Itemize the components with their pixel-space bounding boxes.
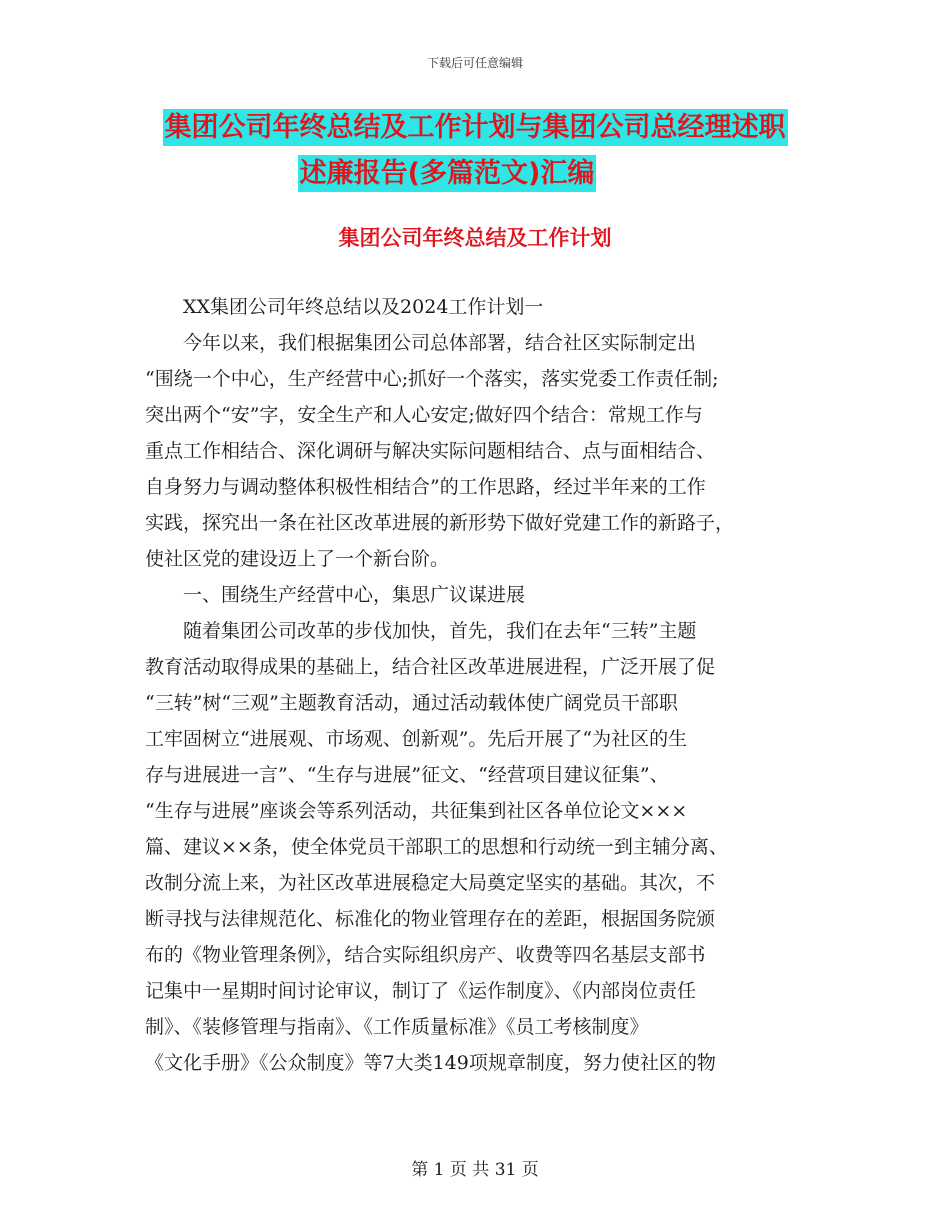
paragraph-line: 今年以来，我们根据集团公司总体部署，结合社区实际制定出 — [183, 332, 697, 354]
document-title-text-2: 述廉报告(多篇范文)汇编 — [298, 155, 597, 192]
paragraph-line: 制》、《装修管理与指南》、《工作质量标准》《员工考核制度》 — [145, 1016, 649, 1038]
paragraph-line: 记集中一星期时间讨论审议，制订了《运作制度》、《内部岗位责任 — [145, 980, 697, 1002]
paragraph-line: 随着集团公司改革的步伐加快，首先，我们在去年“三转”主题 — [183, 620, 697, 642]
document-title-line-1 — [0, 110, 950, 146]
paragraph-line: 工牢固树立“进展观、市场观、创新观”。先后开展了“为社区的生 — [145, 728, 688, 750]
paragraph-line: 《文化手册》《公众制度》等7大类149项规章制度，努力使社区的物 — [145, 1052, 716, 1074]
document-title-line-2 — [0, 156, 922, 192]
paragraph-line: 重点工作相结合、深化调研与解决实际问题相结合、点与面相结合、 — [145, 440, 716, 462]
paragraph-line: 实践，探究出一条在社区改革进展的新形势下做好党建工作的新路子， — [145, 512, 735, 534]
paragraph-line: 篇、建议××条，使全体党员干部职工的思想和行动统一到主辅分离、 — [145, 836, 728, 858]
header-note: 下载后可任意编辑 — [426, 56, 523, 70]
page-footer: 第 1 页 共 31 页 — [411, 1160, 539, 1180]
paragraph-line: 断寻找与法律规范化、标准化的物业管理存在的差距，根据国务院颁 — [145, 908, 716, 930]
paragraph-line: “三转”树“三观”主题教育活动，通过活动载体使广阔党员干部职 — [145, 692, 678, 714]
paragraph-line: 教育活动取得成果的基础上，结合社区改革进展进程，广泛开展了促 — [145, 656, 716, 678]
document-title-text-1: 集团公司年终总结及工作计划与集团公司总经理述职 — [163, 109, 788, 146]
document-body — [145, 289, 810, 1081]
paragraph-line: 改制分流上来，为社区改革进展稳定大局奠定坚实的基础。其次，不 — [145, 872, 716, 894]
paragraph-line: 使社区党的建设迈上了一个新台阶。 — [145, 548, 450, 570]
paragraph-line: 存与进展进一言”、“生存与进展”征文、“经营项目建议征集”、 — [145, 764, 669, 786]
paragraph-line: 一、围绕生产经营中心，集思广议谋进展 — [183, 584, 526, 606]
paragraph-line: “围绕一个中心，生产经营中心;抓好一个落实，落实党委工作责任制; — [145, 368, 719, 390]
paragraph-line: 自身努力与调动整体积极性相结合”的工作思路，经过半年来的工作 — [145, 476, 706, 498]
paragraph-line: “生存与进展”座谈会等系列活动，共征集到社区各单位论文××× — [145, 800, 688, 822]
paragraph-line: 突出两个“安”字，安全生产和人心安定;做好四个结合：常规工作与 — [145, 404, 703, 426]
paragraph-line: 布的《物业管理条例》，结合实际组织房产、收费等四名基层支部书 — [145, 944, 706, 966]
section-title: 集团公司年终总结及工作计划 — [338, 226, 612, 250]
paragraph-line: XX集团公司年终总结以及2024工作计划一 — [183, 296, 544, 318]
